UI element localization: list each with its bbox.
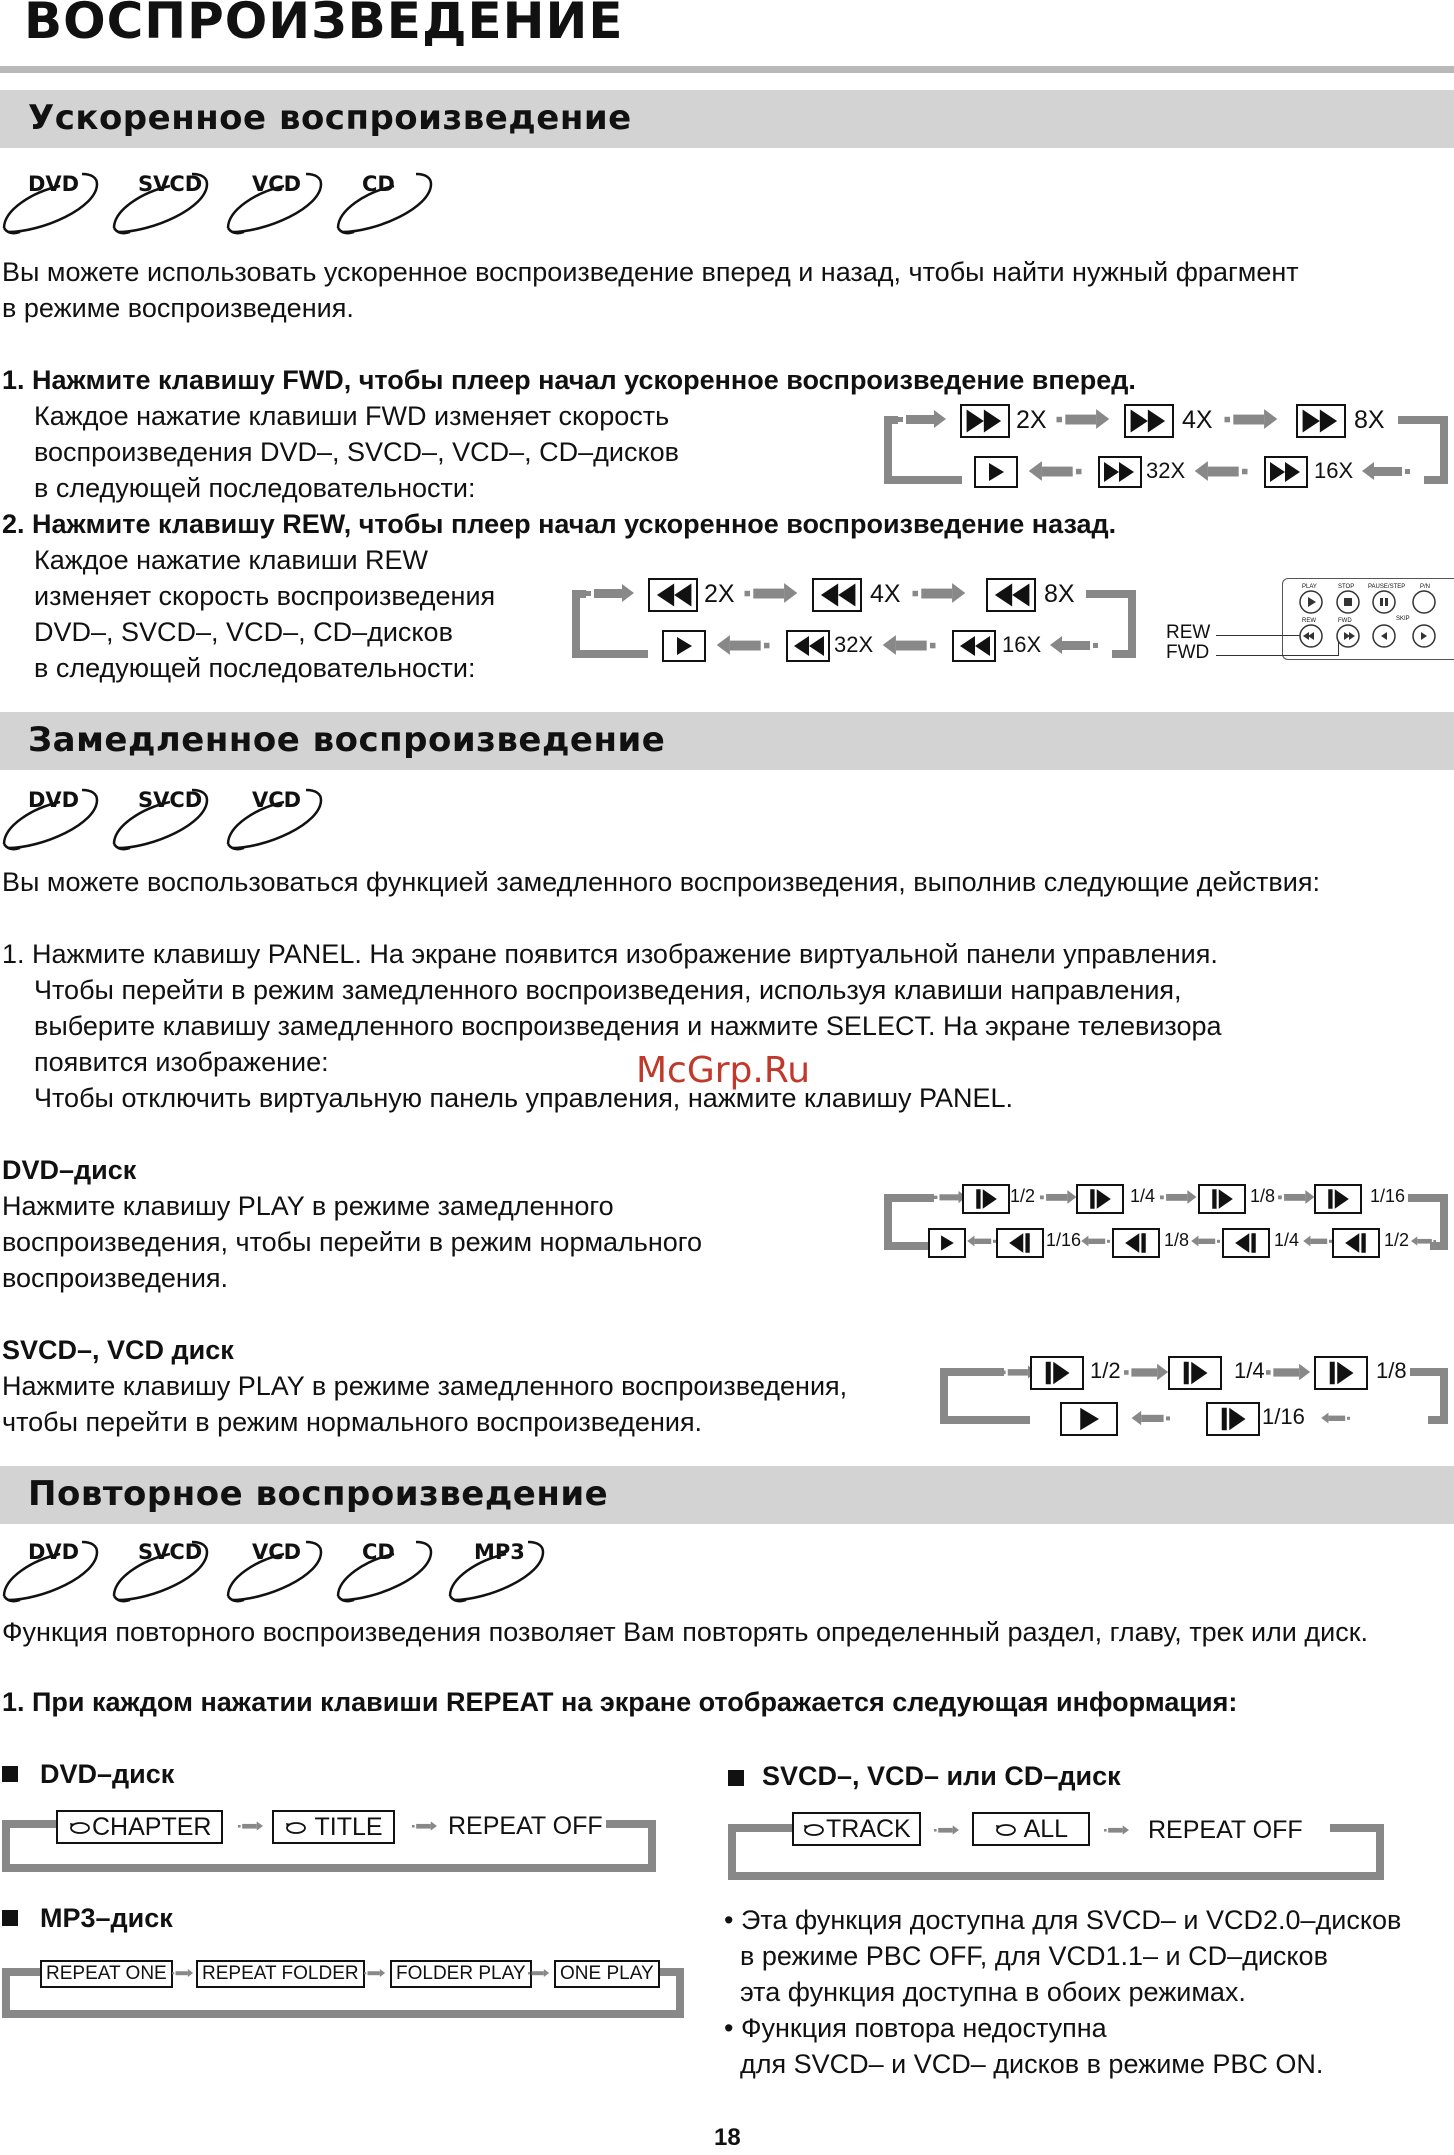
speed-label: 1/8 [1164,1230,1190,1250]
slow-forward-icon [1198,1184,1246,1214]
rewind-icon [986,578,1036,612]
subsection-title: SVCD–, VCD диск [2,1335,234,1365]
arrow-left-icon [1320,1408,1350,1428]
arrow-right-icon [172,1964,194,1982]
slow-back-icon [1112,1228,1160,1258]
speed-label: 1/2 [1090,1358,1121,1383]
slow-back-icon [1222,1228,1270,1258]
disc-badge: VCD [226,170,326,240]
speed-label: 1/8 [1250,1186,1276,1206]
rewind-icon [812,578,862,612]
svcd-repeat-diagram [726,1810,1386,1890]
speed-label: 1/16 [1262,1404,1305,1429]
arrow-right-icon [1266,1362,1312,1382]
step-body-line: в следующей последовательности: [34,473,476,503]
section-header-fast [0,90,1454,148]
disc-badge: VCD [226,1538,326,1608]
ff-icon [960,404,1010,438]
arrow-left-icon [712,634,772,656]
arrow-left-icon [1302,1232,1332,1250]
repeat-icon [68,1820,92,1836]
arrow-right-icon [898,408,948,430]
arrow-right-icon [364,1964,386,1982]
disc-badge: DVD [2,170,102,240]
folder-play-box: FOLDER PLAY [390,1960,532,1988]
step-title: 2. Нажмите клавишу REW, чтобы плеер начал ускоренное воспроизведение назад. [2,509,1117,539]
disc-badge: CD [336,1538,436,1608]
section-header-repeat [0,1466,1454,1524]
arrow-left-icon [1024,460,1084,482]
key-label: STOP [1338,584,1355,590]
fwd-speed-diagram [884,404,1454,496]
note-line: для SVCD– и VCD– дисков в режиме PBC ON. [740,2049,1324,2079]
speed-label: 32X [1146,458,1186,483]
arrow-left-icon [1360,460,1410,482]
body-line: воспроизведения, чтобы перейти в режим нормального [2,1227,703,1257]
pn-key-icon [1413,591,1435,613]
one-play-box: ONE PLAY [554,1960,660,1988]
speed-label: 32X [834,632,874,657]
speed-label: 1/8 [1376,1358,1407,1383]
arrow-left-icon [1048,634,1098,656]
note-line: • Функция повтора недоступна [724,2013,1107,2043]
arrow-left-icon [1190,1232,1220,1250]
section-title: Ускоренное воспроизведение [28,98,632,138]
remote-control-illustration [1164,578,1454,670]
slow-forward-icon [1030,1356,1084,1390]
arrow-right-icon [742,582,802,604]
speed-label: 8X [1044,580,1075,608]
subsection-title: MP3–диск [40,1903,173,1933]
slow-forward-icon [1206,1402,1260,1436]
repeat-track-box: TRACK [792,1812,921,1846]
arrow-left-icon [878,634,938,656]
body-line: Нажмите клавишу PLAY в режиме замедленного [2,1191,614,1221]
rewind-icon [952,630,996,662]
intro-line: Вы можете использовать ускоренное воспроизведение вперед и назад, чтобы найти нужный фрагмент [2,257,1299,287]
slow-forward-icon [1314,1184,1362,1214]
speed-label: 2X [704,580,735,608]
key-label: REW [1302,618,1316,624]
body-line: воспроизведения. [2,1263,229,1293]
step-body-line: Каждое нажатие клавиши FWD изменяет скорость [34,401,670,431]
ff-icon [1098,456,1142,488]
rewind-icon [648,578,698,612]
ff-icon [1124,404,1174,438]
play-icon [1060,1402,1118,1436]
speed-label: 1/16 [1046,1230,1082,1250]
speed-label: 1/4 [1274,1230,1300,1250]
slow-back-icon [1332,1228,1380,1258]
slow-back-icon [996,1228,1044,1258]
repeat-chapter-box: CHAPTER [56,1810,223,1844]
key-label: FWD [1338,618,1352,624]
play-icon [928,1228,966,1258]
ff-icon [1264,456,1308,488]
step-body-line: изменяет скорость воспроизведения [34,581,496,611]
subsection-title: DVD–диск [2,1155,137,1185]
bullet-square-icon [2,1910,18,1926]
step-body-line: Каждое нажатие клавиши REW [34,545,429,575]
repeat-off-label: REPEAT OFF [448,1812,603,1840]
slow-forward-icon [1076,1184,1124,1214]
bullet-square-icon [728,1770,744,1786]
arrow-right-icon [238,1816,264,1836]
speed-label: 2X [1016,406,1047,434]
section-title: Замедленное воспроизведение [28,720,666,760]
arrow-right-icon [910,582,970,604]
mp3-repeat-diagram [0,1956,690,2026]
speed-label: 1/2 [1010,1186,1036,1206]
disc-badge: SVCD [112,786,212,856]
disc-badge: CD [336,170,436,240]
dvd-slow-diagram [884,1182,1454,1262]
repeat-title-box: TITLE [272,1810,395,1844]
speed-label: 8X [1354,406,1385,434]
section-title: Повторное воспроизведение [28,1474,609,1514]
page-title: ВОСПРОИЗВЕДЕНИЕ [24,0,624,50]
disc-badge: DVD [2,786,102,856]
repeat-all-box: ALL [972,1812,1090,1846]
disc-badge: MP3 [448,1538,548,1608]
step-body-line: в следующей последовательности: [34,653,476,683]
rew-label: REW [1166,622,1211,643]
key-label: SKIP [1396,616,1410,622]
step-title: 1. Нажмите клавишу FWD, чтобы плеер начал ускоренное воспроизведение вперед. [2,365,1136,395]
arrow-right-icon [1160,1188,1198,1206]
step-title: 1. При каждом нажатии клавиши REPEAT на экране отображается следующая информация: [2,1687,1238,1717]
slow-forward-icon [1314,1356,1368,1390]
repeat-icon [802,1822,826,1838]
disc-badge: SVCD [112,170,212,240]
speed-label: 4X [870,580,901,608]
disc-badge: DVD [2,1538,102,1608]
title-rule [0,66,1454,73]
dvd-repeat-diagram [0,1806,660,1882]
repeat-one-box: REPEAT ONE [40,1960,173,1988]
arrow-right-icon [412,1816,438,1836]
bullet-square-icon [2,1766,18,1782]
play-icon [974,456,1018,488]
speed-label: 1/16 [1370,1186,1406,1206]
arrow-left-icon [966,1232,996,1250]
disc-badge: VCD [226,786,326,856]
slow-forward-icon [1168,1356,1222,1390]
rewind-icon [786,630,830,662]
arrow-right-icon [934,1820,960,1840]
step-line: выберите клавишу замедленного воспроизведения и нажмите SELECT. На экране телевизора [34,1011,1222,1041]
arrow-right-icon [1278,1188,1316,1206]
note-line: в режиме PBC OFF, для VCD1.1– и CD–дисков [740,1941,1328,1971]
play-icon [662,630,706,662]
arrow-left-icon [1130,1408,1170,1428]
step-body-line: DVD–, SVCD–, VCD–, CD–дисков [34,617,453,647]
disc-badge: SVCD [112,1538,212,1608]
step-body-line: воспроизведения DVD–, SVCD–, VCD–, CD–дисков [34,437,679,467]
arrow-right-icon [1222,408,1282,430]
arrow-right-icon [1054,408,1114,430]
speed-label: 1/4 [1130,1186,1156,1206]
slow-forward-icon [962,1184,1010,1214]
arrow-right-icon [528,1964,550,1982]
arrow-left-icon [1410,1232,1436,1250]
key-label: PLAY [1302,584,1317,590]
step-line: Чтобы отключить виртуальную панель управления, нажмите клавишу PANEL. [34,1083,1014,1113]
rew-speed-diagram [572,578,1144,670]
repeat-icon [284,1820,308,1836]
arrow-right-icon [1104,1820,1130,1840]
fwd-label: FWD [1166,642,1210,663]
step-line: появится изображение: [34,1047,329,1077]
repeat-icon [994,1822,1018,1838]
key-label: PAUSE/STEP [1368,584,1406,590]
intro-line: Функция повторного воспроизведения позволяет Вам повторять определенный раздел, главу, трек или диск. [2,1617,1369,1647]
pause-key-icon [1373,591,1395,613]
subsection-title: DVD–диск [40,1759,175,1789]
svcd-slow-diagram [940,1354,1454,1436]
body-line: чтобы перейти в режим нормального воспроизведения. [2,1407,703,1437]
arrow-right-icon [1124,1362,1170,1382]
ff-icon [1296,404,1346,438]
arrow-left-icon [1080,1232,1110,1250]
arrow-right-icon [1040,1188,1078,1206]
speed-label: 1/4 [1234,1358,1265,1383]
intro-line: Вы можете воспользоваться функцией замедленного воспроизведения, выполнив следующие действия: [2,867,1320,897]
subsection-title: SVCD–, VCD– или CD–диск [762,1761,1121,1791]
repeat-off-label: REPEAT OFF [1148,1816,1303,1844]
intro-line: в режиме воспроизведения. [2,293,354,323]
speed-label: 1/2 [1384,1230,1410,1250]
note-line: эта функция доступна в обоих режимах. [740,1977,1246,2007]
step-line: Чтобы перейти в режим замедленного воспроизведения, используя клавиши направления, [34,975,1182,1005]
arrow-left-icon [1190,460,1250,482]
body-line: Нажмите клавишу PLAY в режиме замедленного воспроизведения, [2,1371,848,1401]
speed-label: 4X [1182,406,1213,434]
arrow-right-icon [586,582,636,604]
speed-label: 16X [1002,632,1042,657]
key-label: P/N [1420,584,1431,590]
repeat-folder-box: REPEAT FOLDER [196,1960,365,1988]
note-line: • Эта функция доступна для SVCD– и VCD2.0–дисков [724,1905,1402,1935]
speed-label: 16X [1314,458,1354,483]
watermark: McGrp.Ru [636,1050,811,1091]
step-line: 1. Нажмите клавишу PANEL. На экране появится изображение виртуальной панели управления. [2,939,1218,969]
section-header-slow [0,712,1454,770]
page-number: 18 [714,2124,741,2151]
